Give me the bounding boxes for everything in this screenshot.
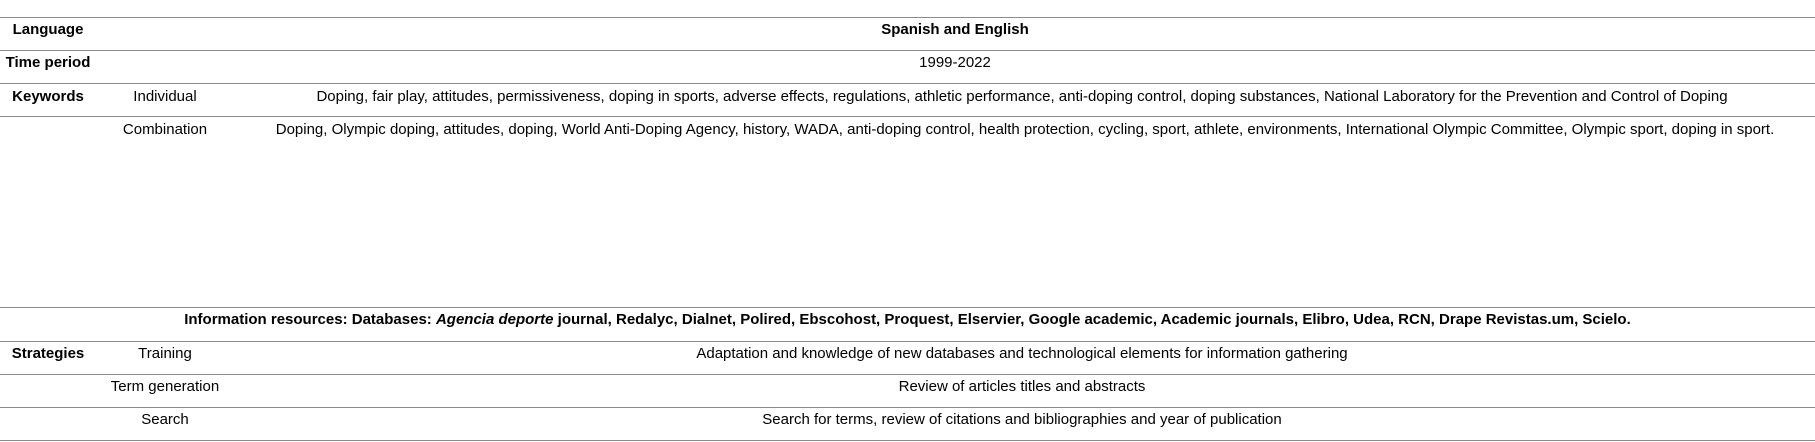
keywords-combination-value: Doping, Olympic doping, attitudes, doping, World Anti-Doping Agency, history, WADA, anti-doping control, health protection, cycling, sport, athlete, environments, International Olympic Committee, Olympic sport, doping in sport.	[275, 121, 1775, 138]
information-resources-italic: Agencia deporte	[435, 311, 554, 328]
rule	[0, 374, 1815, 375]
information-resources-prefix: Information resources: Databases:	[184, 311, 436, 328]
information-resources	[0, 311, 1815, 329]
rule	[0, 407, 1815, 408]
time-period-value: 1999-2022	[919, 54, 991, 71]
keywords-combination-label: Combination	[122, 121, 208, 138]
language-value: Spanish and English	[881, 21, 1029, 38]
information-resources-suffix: journal, Redalyc, Dialnet, Polired, Ebscohost, Proquest, Elservier, Google academic, Academic journals, Elibro, Udea, RCN, Drape Revistas.um, Scielo.	[553, 311, 1631, 328]
strategies-search-label: Search	[141, 411, 189, 428]
rule	[0, 307, 1815, 308]
strategies-label: Strategies	[11, 345, 85, 362]
keywords-individual-value: Doping, fair play, attitudes, permissiveness, doping in sports, adverse effects, regulations, athletic performance, anti-doping control, doping substances, National Laboratory for the Prevention and Control of Doping	[316, 88, 1728, 105]
rule	[0, 83, 1815, 84]
time-period-label: Time period	[5, 54, 91, 71]
rule	[0, 50, 1815, 51]
rule-bottom	[0, 440, 1815, 441]
strategies-training-label: Training	[138, 345, 192, 362]
rule	[0, 341, 1815, 342]
strategies-term-generation-label: Term generation	[110, 378, 220, 395]
strategies-term-generation-value: Review of articles titles and abstracts	[898, 378, 1146, 395]
rule	[0, 116, 1815, 117]
keywords-label: Keywords	[12, 88, 84, 105]
rule-top	[0, 17, 1815, 18]
language-label: Language	[12, 21, 84, 38]
strategies-search-value: Search for terms, review of citations and bibliographies and year of publication	[762, 411, 1282, 428]
strategies-training-value: Adaptation and knowledge of new databases and technological elements for information gathering	[696, 345, 1348, 362]
keywords-individual-label: Individual	[133, 88, 197, 105]
